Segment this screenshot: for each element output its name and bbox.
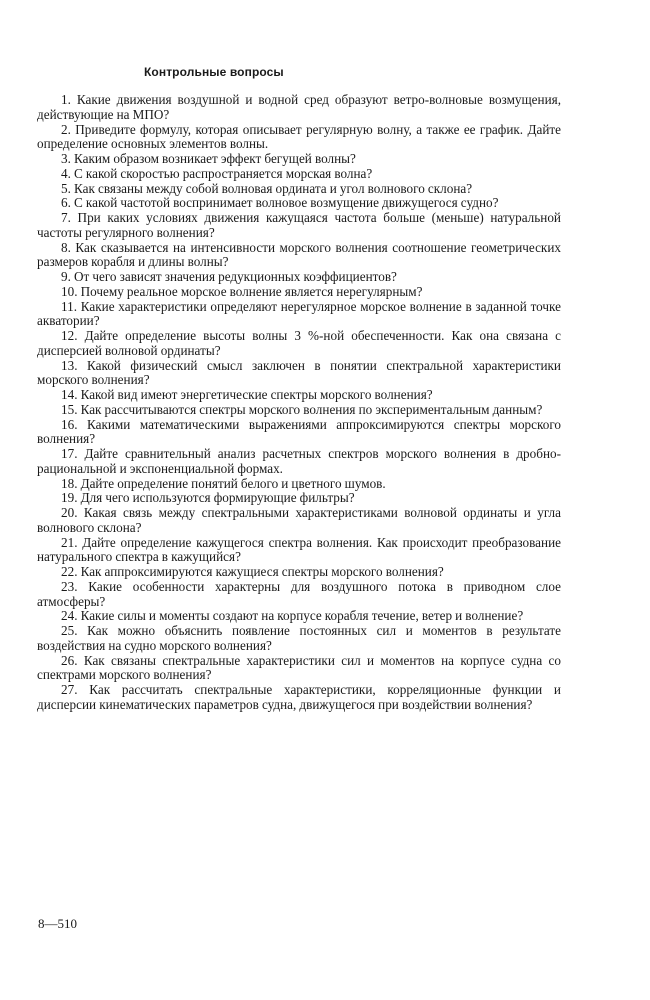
- question-item: 3. Каким образом возникает эффект бегущей волны?: [61, 151, 356, 166]
- question-item: 12. Дайте определение высоты волны 3 %-ной обеспеченности. Как она связана с дисперсией волновой ординаты?: [37, 328, 561, 358]
- question-item: 1. Какие движения воздушной и водной сред образуют ветро-волновые возмущения, действующие на МПО?: [37, 92, 561, 122]
- section-heading: Контрольные вопросы: [144, 65, 284, 79]
- question-item: 23. Какие особенности характерны для воздушного потока в приводном слое атмосферы?: [37, 578, 561, 609]
- question-item: 5. Как связаны между собой волновая ордината и угол волнового склона?: [61, 180, 473, 196]
- question-item: 21. Дайте определение кажущегося спектра волнения. Как происходит преобразование натурального спектра в кажущийся?: [37, 534, 561, 565]
- question-item: 27. Как рассчитать спектральные характеристики, корреляционные функции и дисперсии кинематических параметров судна, движущегося при воздействии волнения?: [37, 682, 561, 712]
- question-item: 16. Какими математическими выражениями аппроксимируются спектры морского волнения?: [37, 416, 561, 447]
- question-item: 19. Для чего используются формирующие фильтры?: [61, 490, 355, 506]
- page-signature: 8—510: [38, 916, 77, 931]
- question-item: 6. С какой частотой воспринимает волновое возмущение движущегося судно?: [61, 195, 499, 211]
- question-item: 18. Дайте определение понятий белого и цветного шумов.: [61, 475, 386, 491]
- question-item: 15. Как рассчитываются спектры морского волнения по экспериментальным данным?: [61, 401, 543, 417]
- question-item: 10. Почему реальное морское волнение является нерегулярным?: [61, 283, 423, 299]
- question-item: 8. Как сказывается на интенсивности морского волнения соотношение геометрических размеров корабля и длины волны?: [37, 239, 561, 270]
- question-item: 13. Какой физический смысл заключен в понятии спектральной характеристики морского волнения?: [37, 357, 561, 388]
- question-item: 9. От чего зависят значения редукционных коэффициентов?: [61, 269, 397, 284]
- question-item: 14. Какой вид имеют энергетические спектры морского волнения?: [61, 387, 433, 402]
- question-item: 2. Приведите формулу, которая описывает регулярную волну, а также ее график. Дайте определение основных элементов волны.: [37, 121, 561, 152]
- question-item: 11. Какие характеристики определяют нерегулярное морское волнение в заданной точке акватории?: [37, 298, 561, 329]
- question-item: 24. Какие силы и моменты создают на корпусе корабля течение, ветер и волнение?: [61, 608, 524, 624]
- questions-list: [37, 93, 561, 713]
- question-item: 20. Какая связь между спектральными характеристиками волновой ординаты и угла волнового склона?: [37, 505, 561, 535]
- question-item: 25. Как можно объяснить появление постоянных сил и моментов в результате воздействия на судно морского волнения?: [37, 623, 561, 653]
- question-item: 4. С какой скоростью распространяется морская волна?: [61, 165, 373, 181]
- question-item: 26. Как связаны спектральные характеристики сил и моментов на корпусе судна со спектрами морского волнения?: [37, 652, 561, 683]
- question-item: 7. При каких условиях движения кажущаяся частота больше (меньше) натуральной частоты регулярного волнения?: [37, 210, 561, 240]
- question-item: 17. Дайте сравнительный анализ расчетных спектров морского волнения в дробно-рациональной и экспоненциальной формах.: [37, 446, 561, 476]
- question-item: 22. Как аппроксимируются кажущиеся спектры морского волнения?: [61, 564, 444, 579]
